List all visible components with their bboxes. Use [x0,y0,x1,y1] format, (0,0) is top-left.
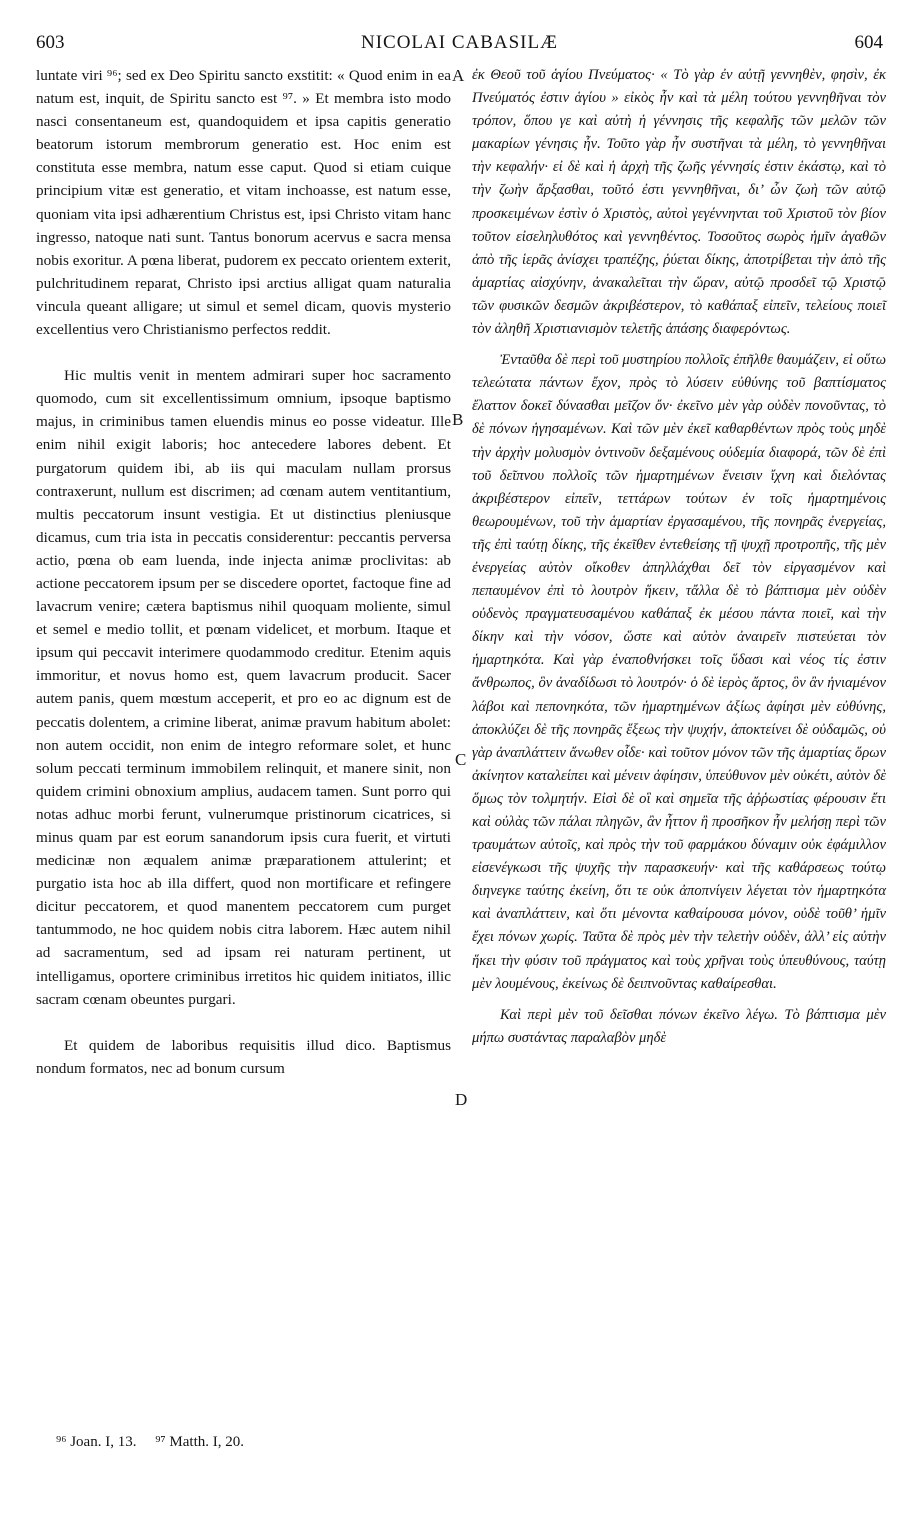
footnote-97: ⁹⁷ Matth. I, 20. [155,1434,244,1450]
margin-marker-b: B [452,410,464,429]
running-header [36,32,883,56]
footnote-96: ⁹⁶ Joan. I, 13. [56,1434,137,1450]
margin-marker-a: A [452,66,465,85]
latin-paragraph-3: Et quidem de laboribus requisitis illud dico. Baptismus nondum formatos, nec ad bonum cursum [36,1036,451,1077]
latin-paragraph-1: luntate viri ⁹⁶; sed ex Deo Spiritu sancto exstitit: « Quod enim in ea natum est, inquit, de Spiritu sancto est ⁹⁷. » Et membra isto modo nasci consentaneum est, quandoquidem et ipsa capitis generatio beatorum istorum membrorum generatio est. Hoc enim est constituta esse membra, natum esse caput. Quod si etiam cuique principium vitæ est generatio, et vitam inchoasse, est natum esse, quoniam vita ipsi adhærentium Christus est, ipsi Christo vitam hanc ingresso, natoque nati sunt. Tantus bonorum acervus e sacra mensa nobis exoritur. A pœna liberat, pudorem ex peccato orientem exterit, pulchritudinem reparat, Christo ipsi arctius alligat quam naturalia vincula queant alligare; ut simul et semel dicam, quovis mysterio excellentius vero Christianismo perfectos reddit. [36,67,451,339]
greek-column [472,64,886,1050]
greek-paragraph-2: Ἐνταῦθα δὲ περὶ τοῦ μυστηρίου πολλοῖς ἐπῆλθε θαυμάζειν, εἰ οὕτω τελεώτατα πάντων ἔχον, πρὸς τὸ λύσειν εὐθύνης τοῦ βαπτίσματος ἔλαττον δοκεῖ δύνασθαι μεῖζον ὄν· ἐκεῖνο μὲν γὰρ οὐδὲν πονοῦντας, τὸ δὲ πόνων ἡγησαμένων. Καὶ τῶν μὲν ἐκεῖ καθαρθέντων πρὸς τοὺς μηδὲ τὴν ἀρχὴν μολυσμὸν ὁντινοῦν δεξαμένους οὐδεμία διαφορά, τῶν δὲ ἐπὶ τοῦ δεῖπνου πολλοῖς τῶν ἡμαρτημένων ἔνεισιν ἴχνη καὶ διελόντας ἀκριβέστερον εἰπεῖν, τεττάρων τούτων ἐν τοῖς ἡμαρτημένοις θεωρουμένων, τοῦ τὴν ἁμαρτίαν ἐργασαμένου, τῆς πονηρᾶς ἐνεργείας, τῆς ἐπὶ ταύτῃ δίκης, τῆς ἐκεῖθεν ἐντεθείσης τῇ ψυχῇ προτροπῆς, τῆς μὲν ἐνεργείας αὐτὸν οἴκοθεν ἀπηλλάχθαι δεῖ τὸν εἰργασμένον καὶ πεπαυμένον ἐπὶ τὸ λουτρὸν ἥκειν, τἄλλα δὲ τὸ βάπτισμα μὲν οὐδὲν οὐδενὸς πραγματευσαμένου καθάπαξ ἐκ μέσου πάντα ποιεῖ, καὶ τὴν δίκην καὶ τὴν νόσον, ὥστε καὶ αὐτὸν ἀναιρεῖν πιστεύεται τὸν ἡμαρτηκότα. Καὶ γὰρ ἐναποθνήσκει τοῖς ὕδασι καὶ νέος τίς ἐστιν ἄνθρωπος, ὃν ἀναδίδωσι τὸ λουτρόν· ὁ δὲ ἱερὸς ἄρτος, ὃν ἂν ἠνιαμένον λάβοι καὶ πεπονηκότα, τῶν ἡμαρτημένων ἀξίως ἀφίησι μὲν εὐθύνης, ἀποκλύζει δὲ τῆς πονηρᾶς ἕξεως τὴν ψυχήν, ἀποκτείνει δὲ οὐδαμῶς, οὐ γὰρ ἀναπλάττειν ἄνωθεν οἶδε· καὶ τοῦτον μόνον τῶν τῆς ἁμαρτίας ὅρων ἀκίνητον καταλείπει καὶ μένειν ἀφίησιν, ὑπεύθυνον μὲν οὐκέτι, αὐτὸν δὲ ὅμως τὸν τολμητήν. Εἰσὶ δὲ οἳ καὶ σημεῖα τῆς ἀῤῥωστίας φέρουσιν ἔτι καὶ οὐλὰς τῶν πάλαι πληγῶν, ἂν ἧττον ἢ προσῆκον ἦν μελήσῃ περὶ τῶν τραυμάτων αὐτοῖς, καὶ πρὸς τὴν τοῦ φαρμάκου δύναμιν οὐκ ἐφάμιλλον εἰσενέγκωσι τῆς ψυχῆς τὴν παρασκευήν· καὶ τῆς καθάρσεως τούτῳ διηνεγκε ταύτης ἐκείνη, ὅτι τε οὐκ ἀποπνίγειν λέγεται τὸν ἡμαρτηκότα καὶ ἀναπλάττειν, καὶ ὅτι μένοντα καθαίρουσα μόνον, οὐδὲ τοῦθ’ ἡμῖν ἔχει πόνων χωρίς. Ταῦτα δὲ πρὸς μὲν τὴν τελετὴν οὐδὲν, ἀλλ’ εἰς αὐτὴν ἥκει τὴν φύσιν τοῦ πράγματος καὶ τοὺς χρῆναι τοὺς ὑπευθύνους, ταύτῃ μὲν λουμένους, ἐκείνως δὲ δειπνοῦντας καθαίρεσθαι. [472,352,886,992]
latin-paragraph-2: Hic multis venit in mentem admirari super hoc sacramento quomodo, cum sit excellentissimum omnium, ipsoque baptismo majus, in criminibus tamen eluendis minus eo posse videatur. Ille enim nihil exigit laboris; hoc antecedere labores debent. Et purgatorum quidem ibi, ab iis qui maculam nullam prorsus contraxerunt, nullum est discrimen; ad cœnam autem ventitantium, multis peccatorum insunt vestigia. Et ut distinctius pleniusque dicamus, cum tria ista in peccatis considerentur: peccantis perversa actio, pœna ob eam luenda, inde injecta animæ proclivitas: ab actione peccatorem ipsum per se discedere oportet, factoque fine ad lavacrum venire; cætera baptismus nihil quoquam moliente, simul et semel e medio tollit, et pœnam videlicet, et morbum. Itaque et ipsum qui peccavit interimere quodammodo creditur. Etenim aquis immoritur, et novus homo est, quem lavacrum producit. Sacer autem panis, quem mœstum acceperit, et pro eo ac dignum est de peccatis dolentem, a crimine liberat, animæ pravum habitum abolet: non autem occidit, non enim de integro reformare solet, et hunc solum peccati terminum immobilem relinquit, et manere sinit, non quidem crimini obnoxium amplius, audacem tamen. Sunt porro qui notas adhuc morbi ferunt, vulnerumque pristinorum cicatrices, si minus quam par est eorum sanandorum ipsis cura fuerit, et virtuti medicinæ non æqualem animæ præparationem attulerint; et purgatio ista hoc ab illa differt, quod non mortificare et refingere dicitur peccatorem, et quod manentem peccatorem cum purget tantummodo, ne hoc quidem nobis citra laborem. Hæc autem nihil ad sacramentum, sed ad ipsam rei naturam pertinent, ut intelligamus, oportere criminibus irretitos hic quidem initiatos, illic sacram cœnam obeuntes purgari. [36,367,451,1008]
greek-paragraph-1: ἐκ Θεοῦ τοῦ ἁγίου Πνεύματος· « Τὸ γὰρ ἐν αὐτῇ γεννηθὲν, φησὶν, ἐκ Πνεύματός ἐστιν ἁγίου » εἰκὸς ἦν καὶ τὰ μέλη τούτου γεννηθῆναι τὸν τρόπον, ὅπου γε καὶ αὐτὴ ἡ γέννησις τῆς κεφαλῆς τῶν μελῶν τῶν μακαρίων γένησις ἦν. Τοῦτο γὰρ ἦν συστῆναι τὰ μέλη, τὸ γεννηθῆναι τὴν κεφαλήν· εἰ δὲ καὶ ἡ ἀρχὴ τῆς ζωῆς γέννησίς ἐστιν ἑκάστῳ, καὶ τὸ τὴν ζωὴν ἄρξασθαι, τοῦτό ἐστι γεννηθῆναι, δι’ ὧν ζωὴ τῶν αὐτῷ προσκειμένων ἐστὶν ὁ Χριστὸς, αὐτοὶ γεγέννηνται τοῦ Χριστοῦ τὸν βίον τοῦτον εἰσεληλυθότος καὶ γεννηθέντος. Τοσοῦτος σωρὸς ἡμῖν ἀγαθῶν ἀπὸ τῆς ἱερᾶς ἀνίσχει τραπέζης, ῥύεται δίκης, ἀποτρίβεται τὴν ἀπὸ τῆς ἁμαρτίας αἰσχύνην, ἀνακαλεῖται τὴν ὥραν, αὐτῷ προσδεῖ τῷ Χριστῷ τῶν φυσικῶν δεσμῶν ἀκριβέστερον, τὸ καθάπαξ εἰπεῖν, τελείους ποιεῖ τὸν ἀληθῆ Χριστιανισμὸν τελετῆς ἁπάσης διαφερόντως. [472,67,886,338]
running-title: NICOLAI CABASILÆ [360,32,559,53]
margin-marker-c: C [455,750,467,769]
page-number-left: 603 [36,32,65,53]
latin-column [36,64,451,1080]
footnotes [56,1434,244,1451]
page-number-right: 604 [854,32,883,53]
margin-marker-d: D [455,1090,468,1109]
greek-paragraph-3: Καὶ περὶ μὲν τοῦ δεῖσθαι πόνων ἐκεῖνο λέγω. Τὸ βάπτισμα μὲν μήπω συστάντας παραλαβὸν μηδὲ [472,1006,886,1046]
